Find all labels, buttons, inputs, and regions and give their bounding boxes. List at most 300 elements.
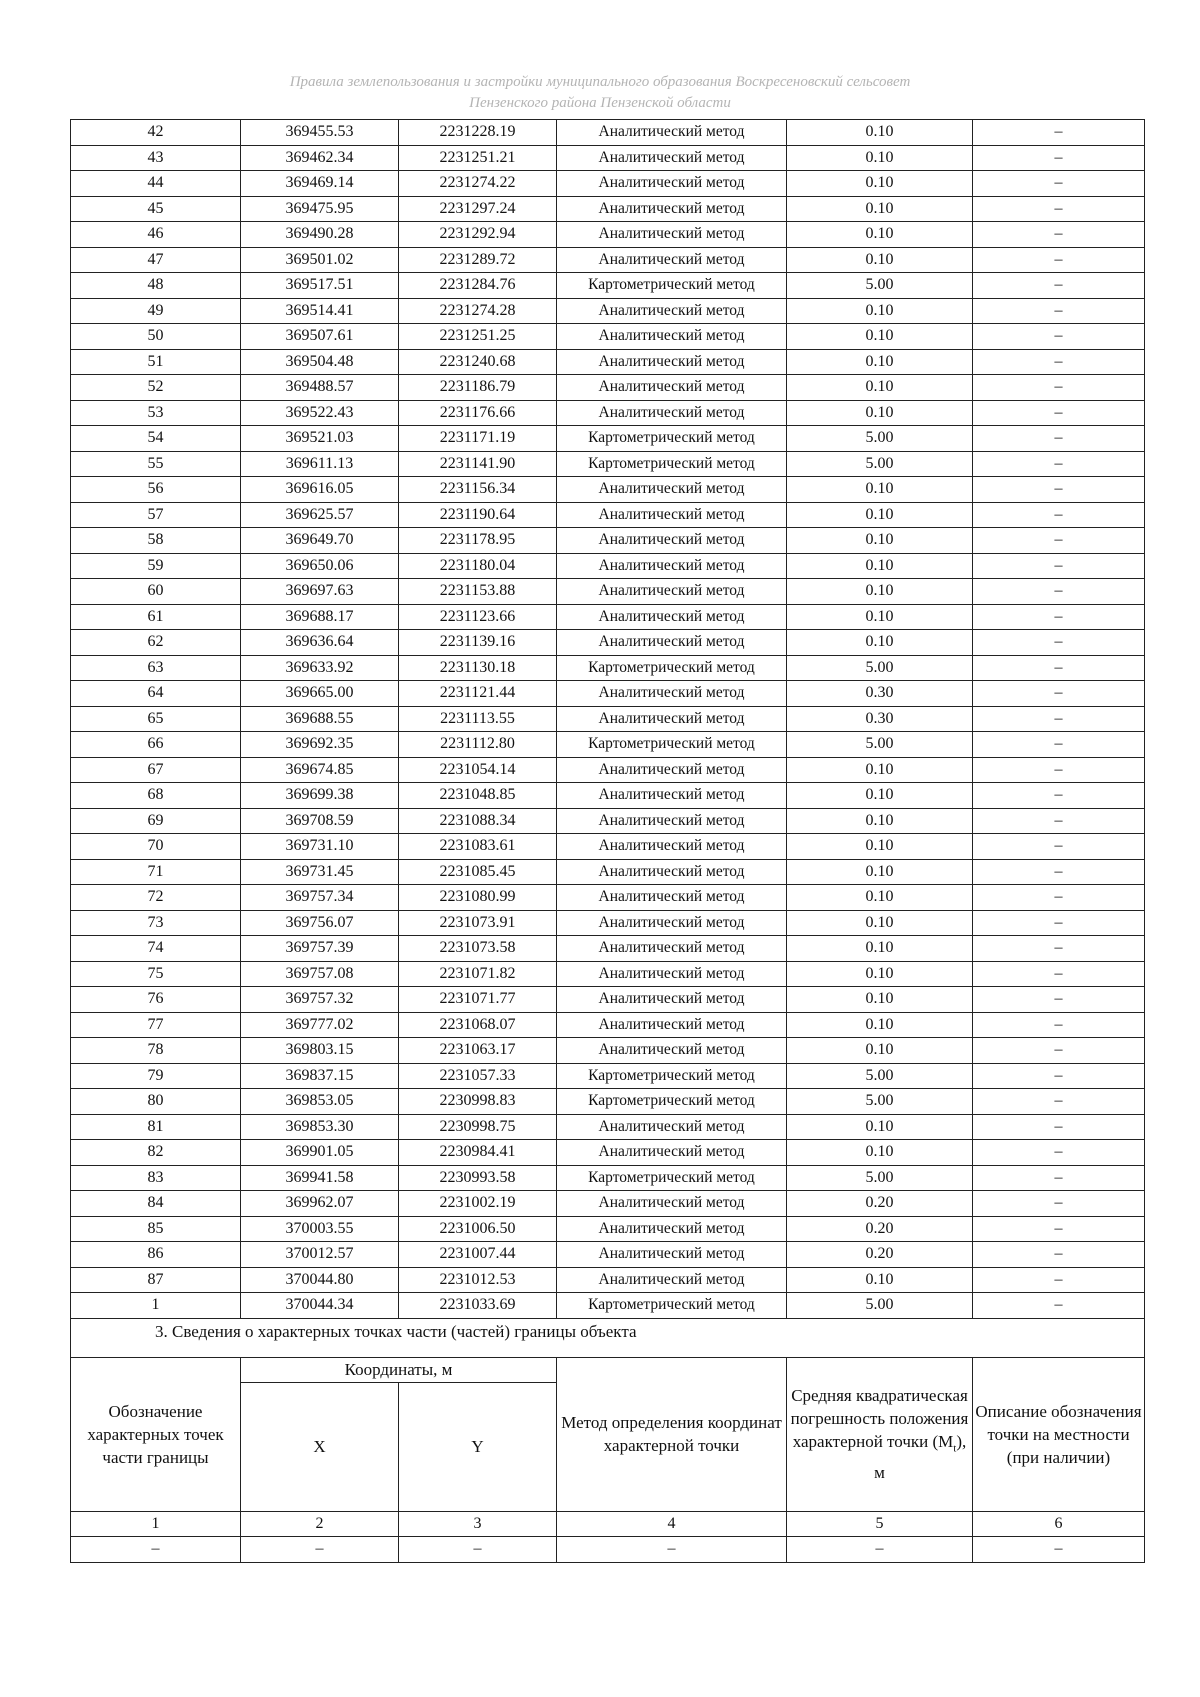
mean-square-error: 0.10	[787, 171, 973, 197]
mean-square-error: 0.10	[787, 936, 973, 962]
empty-cell: –	[399, 1537, 557, 1563]
mean-square-error: 0.10	[787, 834, 973, 860]
method: Картометрический метод	[557, 732, 787, 758]
point-description: –	[973, 732, 1145, 758]
point-number: 53	[71, 400, 241, 426]
column-number: 3	[399, 1511, 557, 1537]
table-row	[71, 859, 1145, 885]
method: Картометрический метод	[557, 451, 787, 477]
point-description: –	[973, 987, 1145, 1013]
mean-square-error: 0.30	[787, 681, 973, 707]
coord-y: 2231054.14	[399, 757, 557, 783]
header-x: X	[241, 1382, 399, 1511]
table-row	[71, 630, 1145, 656]
point-description: –	[973, 604, 1145, 630]
method: Картометрический метод	[557, 1293, 787, 1319]
point-description: –	[973, 1293, 1145, 1319]
mean-square-error: 0.10	[787, 400, 973, 426]
coord-y: 2231180.04	[399, 553, 557, 579]
coord-x: 369636.64	[241, 630, 399, 656]
table-row	[71, 1114, 1145, 1140]
method: Аналитический метод	[557, 910, 787, 936]
coord-y: 2231073.58	[399, 936, 557, 962]
coord-y: 2231289.72	[399, 247, 557, 273]
mean-square-error: 5.00	[787, 1063, 973, 1089]
point-number: 68	[71, 783, 241, 809]
coord-x: 369625.57	[241, 502, 399, 528]
coord-y: 2231033.69	[399, 1293, 557, 1319]
point-description: –	[973, 400, 1145, 426]
point-description: –	[973, 630, 1145, 656]
point-description: –	[973, 961, 1145, 987]
coord-y: 2231123.66	[399, 604, 557, 630]
point-number: 81	[71, 1114, 241, 1140]
mean-square-error: 5.00	[787, 273, 973, 299]
coord-x: 369507.61	[241, 324, 399, 350]
table-row	[71, 1191, 1145, 1217]
coord-x: 369665.00	[241, 681, 399, 707]
point-number: 63	[71, 655, 241, 681]
coord-x: 370012.57	[241, 1242, 399, 1268]
coord-y: 2231186.79	[399, 375, 557, 401]
method: Аналитический метод	[557, 808, 787, 834]
header-line-2: Пензенского района Пензенской области	[469, 95, 731, 111]
empty-cell: –	[71, 1537, 241, 1563]
coordinates-table	[70, 119, 1145, 1563]
table-row	[71, 120, 1145, 146]
method: Аналитический метод	[557, 630, 787, 656]
empty-cell: –	[241, 1537, 399, 1563]
coord-x: 369962.07	[241, 1191, 399, 1217]
point-number: 61	[71, 604, 241, 630]
point-number: 46	[71, 222, 241, 248]
mean-square-error: 0.10	[787, 579, 973, 605]
point-number: 80	[71, 1089, 241, 1115]
point-description: –	[973, 936, 1145, 962]
coord-x: 369901.05	[241, 1140, 399, 1166]
mean-square-error: 0.10	[787, 375, 973, 401]
coord-y: 2231274.28	[399, 298, 557, 324]
point-description: –	[973, 1089, 1145, 1115]
method: Картометрический метод	[557, 1089, 787, 1115]
method: Аналитический метод	[557, 1267, 787, 1293]
coord-y: 2231071.77	[399, 987, 557, 1013]
table-row	[71, 247, 1145, 273]
method: Аналитический метод	[557, 298, 787, 324]
method: Аналитический метод	[557, 859, 787, 885]
table-row	[71, 298, 1145, 324]
mean-square-error: 0.10	[787, 808, 973, 834]
table-row	[71, 1038, 1145, 1064]
column-number: 5	[787, 1511, 973, 1537]
mean-square-error: 0.10	[787, 247, 973, 273]
mean-square-error: 5.00	[787, 1165, 973, 1191]
mean-square-error: 0.10	[787, 349, 973, 375]
mean-square-error: 0.20	[787, 1216, 973, 1242]
coord-x: 369469.14	[241, 171, 399, 197]
coord-x: 369517.51	[241, 273, 399, 299]
coord-x: 369757.08	[241, 961, 399, 987]
mean-square-error: 0.10	[787, 298, 973, 324]
coord-y: 2231002.19	[399, 1191, 557, 1217]
mean-square-error: 0.30	[787, 706, 973, 732]
point-number: 49	[71, 298, 241, 324]
point-description: –	[973, 1165, 1145, 1191]
method: Аналитический метод	[557, 1216, 787, 1242]
point-number: 65	[71, 706, 241, 732]
mean-square-error: 0.10	[787, 1140, 973, 1166]
point-description: –	[973, 1267, 1145, 1293]
mean-square-error: 0.10	[787, 630, 973, 656]
point-description: –	[973, 885, 1145, 911]
table-row	[71, 655, 1145, 681]
point-number: 54	[71, 426, 241, 452]
point-number: 72	[71, 885, 241, 911]
coord-x: 369757.32	[241, 987, 399, 1013]
method: Аналитический метод	[557, 502, 787, 528]
coord-x: 369757.39	[241, 936, 399, 962]
coord-x: 369803.15	[241, 1038, 399, 1064]
method: Аналитический метод	[557, 400, 787, 426]
header-mean-square-error	[787, 1357, 973, 1511]
mean-square-error: 0.10	[787, 145, 973, 171]
mean-square-error: 5.00	[787, 451, 973, 477]
point-number: 83	[71, 1165, 241, 1191]
coord-y: 2231063.17	[399, 1038, 557, 1064]
empty-cell: –	[557, 1537, 787, 1563]
section-3	[71, 1318, 1145, 1562]
point-description: –	[973, 528, 1145, 554]
point-number: 70	[71, 834, 241, 860]
table-row	[71, 171, 1145, 197]
table-row	[71, 885, 1145, 911]
point-number: 43	[71, 145, 241, 171]
coord-x: 369490.28	[241, 222, 399, 248]
coord-x: 369455.53	[241, 120, 399, 146]
coord-x: 369650.06	[241, 553, 399, 579]
empty-cell: –	[973, 1537, 1145, 1563]
point-number: 42	[71, 120, 241, 146]
mean-square-error: 0.10	[787, 757, 973, 783]
mean-square-error: 0.10	[787, 222, 973, 248]
table-row	[71, 451, 1145, 477]
coord-y: 2231113.55	[399, 706, 557, 732]
table-row	[71, 936, 1145, 962]
point-description: –	[973, 477, 1145, 503]
column-number: 6	[973, 1511, 1145, 1537]
point-number: 47	[71, 247, 241, 273]
mean-square-error: 0.10	[787, 477, 973, 503]
coord-y: 2231292.94	[399, 222, 557, 248]
coord-x: 369697.63	[241, 579, 399, 605]
coord-x: 369853.05	[241, 1089, 399, 1115]
point-description: –	[973, 783, 1145, 809]
coord-y: 2230993.58	[399, 1165, 557, 1191]
method: Аналитический метод	[557, 477, 787, 503]
point-number: 78	[71, 1038, 241, 1064]
coord-x: 370044.34	[241, 1293, 399, 1319]
mean-square-error: 0.10	[787, 1267, 973, 1293]
point-description: –	[973, 247, 1145, 273]
mean-square-error: 0.10	[787, 783, 973, 809]
mean-square-error: 0.20	[787, 1242, 973, 1268]
point-description: –	[973, 375, 1145, 401]
table-row	[71, 1293, 1145, 1319]
table-row	[71, 783, 1145, 809]
coord-y: 2231141.90	[399, 451, 557, 477]
coord-y: 2231178.95	[399, 528, 557, 554]
table-row	[71, 477, 1145, 503]
method: Аналитический метод	[557, 349, 787, 375]
coord-y: 2231080.99	[399, 885, 557, 911]
table-row	[71, 273, 1145, 299]
coord-x: 369756.07	[241, 910, 399, 936]
point-description: –	[973, 171, 1145, 197]
point-description: –	[973, 910, 1145, 936]
coord-y: 2231251.21	[399, 145, 557, 171]
table-row	[71, 1140, 1145, 1166]
coord-x: 369611.13	[241, 451, 399, 477]
coord-y: 2231228.19	[399, 120, 557, 146]
document-header	[0, 72, 1200, 114]
coord-y: 2231007.44	[399, 1242, 557, 1268]
coord-y: 2231088.34	[399, 808, 557, 834]
point-description: –	[973, 1140, 1145, 1166]
table-row	[71, 1089, 1145, 1115]
method: Аналитический метод	[557, 196, 787, 222]
table-row	[71, 375, 1145, 401]
point-number: 45	[71, 196, 241, 222]
method: Аналитический метод	[557, 1038, 787, 1064]
mean-square-error: 0.10	[787, 1038, 973, 1064]
coord-y: 2231057.33	[399, 1063, 557, 1089]
point-number: 87	[71, 1267, 241, 1293]
method: Аналитический метод	[557, 706, 787, 732]
coord-x: 369501.02	[241, 247, 399, 273]
mean-square-error: 0.10	[787, 553, 973, 579]
mean-square-error: 0.10	[787, 1012, 973, 1038]
point-number: 62	[71, 630, 241, 656]
point-description: –	[973, 324, 1145, 350]
method: Аналитический метод	[557, 1114, 787, 1140]
table-row	[71, 553, 1145, 579]
coord-y: 2231190.64	[399, 502, 557, 528]
coord-x: 370044.80	[241, 1267, 399, 1293]
point-description: –	[973, 1191, 1145, 1217]
point-description: –	[973, 553, 1145, 579]
point-description: –	[973, 834, 1145, 860]
table-row	[71, 757, 1145, 783]
point-description: –	[973, 349, 1145, 375]
point-number: 66	[71, 732, 241, 758]
table-row	[71, 324, 1145, 350]
point-number: 51	[71, 349, 241, 375]
table-row	[71, 706, 1145, 732]
coord-y: 2231130.18	[399, 655, 557, 681]
point-number: 64	[71, 681, 241, 707]
coord-y: 2231112.80	[399, 732, 557, 758]
point-number: 85	[71, 1216, 241, 1242]
coord-y: 2231121.44	[399, 681, 557, 707]
coord-y: 2231139.16	[399, 630, 557, 656]
table-row	[71, 604, 1145, 630]
header-method: Метод определения координат характерной точки	[557, 1357, 787, 1511]
column-number: 4	[557, 1511, 787, 1537]
point-number: 50	[71, 324, 241, 350]
coord-x: 369462.34	[241, 145, 399, 171]
coord-x: 369633.92	[241, 655, 399, 681]
coord-y: 2230984.41	[399, 1140, 557, 1166]
method: Картометрический метод	[557, 426, 787, 452]
point-description: –	[973, 681, 1145, 707]
coord-y: 2230998.83	[399, 1089, 557, 1115]
table-row	[71, 1165, 1145, 1191]
point-description: –	[973, 706, 1145, 732]
coord-x: 369941.58	[241, 1165, 399, 1191]
coord-y: 2231071.82	[399, 961, 557, 987]
coord-x: 369688.17	[241, 604, 399, 630]
coord-y: 2231048.85	[399, 783, 557, 809]
coord-y: 2231251.25	[399, 324, 557, 350]
table-row	[71, 1012, 1145, 1038]
table-row	[71, 349, 1145, 375]
point-description: –	[973, 145, 1145, 171]
mean-square-error: 0.10	[787, 196, 973, 222]
column-number: 1	[71, 1511, 241, 1537]
point-number: 84	[71, 1191, 241, 1217]
point-description: –	[973, 1114, 1145, 1140]
point-description: –	[973, 298, 1145, 324]
point-number: 56	[71, 477, 241, 503]
table-row	[71, 834, 1145, 860]
method: Картометрический метод	[557, 655, 787, 681]
method: Аналитический метод	[557, 1140, 787, 1166]
table-row	[71, 1242, 1145, 1268]
header-error-text: Средняя квадратическая погрешность положения характерной точки $(M_t)$, м	[790, 1386, 969, 1482]
table-row	[71, 1216, 1145, 1242]
method: Аналитический метод	[557, 120, 787, 146]
point-number: 60	[71, 579, 241, 605]
point-number: 77	[71, 1012, 241, 1038]
coord-x: 369521.03	[241, 426, 399, 452]
coord-x: 369692.35	[241, 732, 399, 758]
point-number: 58	[71, 528, 241, 554]
method: Аналитический метод	[557, 961, 787, 987]
coord-y: 2231240.68	[399, 349, 557, 375]
method: Аналитический метод	[557, 936, 787, 962]
point-description: –	[973, 655, 1145, 681]
mean-square-error: 0.10	[787, 528, 973, 554]
coord-y: 2231153.88	[399, 579, 557, 605]
point-description: –	[973, 1242, 1145, 1268]
method: Аналитический метод	[557, 145, 787, 171]
point-description: –	[973, 1038, 1145, 1064]
coord-x: 369777.02	[241, 1012, 399, 1038]
point-description: –	[973, 451, 1145, 477]
coord-y: 2231176.66	[399, 400, 557, 426]
table-row	[71, 222, 1145, 248]
table-row	[71, 426, 1145, 452]
coord-x: 369708.59	[241, 808, 399, 834]
table-row	[71, 502, 1145, 528]
mean-square-error: 5.00	[787, 1293, 973, 1319]
coord-y: 2231297.24	[399, 196, 557, 222]
point-description: –	[973, 1216, 1145, 1242]
point-description: –	[973, 1012, 1145, 1038]
coordinates-table-body	[71, 120, 1145, 1319]
point-number: 82	[71, 1140, 241, 1166]
point-number: 52	[71, 375, 241, 401]
coord-y: 2231006.50	[399, 1216, 557, 1242]
method: Аналитический метод	[557, 681, 787, 707]
point-description: –	[973, 502, 1145, 528]
coord-x: 369649.70	[241, 528, 399, 554]
mean-square-error: 0.10	[787, 961, 973, 987]
coord-x: 369731.10	[241, 834, 399, 860]
mean-square-error: 5.00	[787, 732, 973, 758]
empty-data-row	[71, 1537, 1145, 1563]
point-number: 57	[71, 502, 241, 528]
header-description: Описание обозначения точки на местности (при наличии)	[973, 1357, 1145, 1511]
table-row	[71, 400, 1145, 426]
point-number: 79	[71, 1063, 241, 1089]
mean-square-error: 0.10	[787, 885, 973, 911]
header-y: Y	[399, 1382, 557, 1511]
point-description: –	[973, 757, 1145, 783]
point-number: 55	[71, 451, 241, 477]
method: Аналитический метод	[557, 553, 787, 579]
coord-x: 369757.34	[241, 885, 399, 911]
table-row	[71, 987, 1145, 1013]
point-number: 67	[71, 757, 241, 783]
column-number: 2	[241, 1511, 399, 1537]
coord-y: 2231083.61	[399, 834, 557, 860]
coord-x: 369731.45	[241, 859, 399, 885]
method: Аналитический метод	[557, 247, 787, 273]
coord-x: 369616.05	[241, 477, 399, 503]
table-row	[71, 196, 1145, 222]
method: Картометрический метод	[557, 273, 787, 299]
method: Аналитический метод	[557, 783, 787, 809]
empty-cell: –	[787, 1537, 973, 1563]
coord-x: 369488.57	[241, 375, 399, 401]
coord-x: 369514.41	[241, 298, 399, 324]
method: Аналитический метод	[557, 604, 787, 630]
table-row	[71, 579, 1145, 605]
coord-y: 2231171.19	[399, 426, 557, 452]
coord-x: 369674.85	[241, 757, 399, 783]
coord-x: 369688.55	[241, 706, 399, 732]
point-description: –	[973, 222, 1145, 248]
point-description: –	[973, 808, 1145, 834]
method: Аналитический метод	[557, 324, 787, 350]
point-number: 48	[71, 273, 241, 299]
section-3-title: 3. Сведения о характерных точках части (частей) границы объекта	[71, 1318, 1145, 1357]
table-row	[71, 808, 1145, 834]
method: Аналитический метод	[557, 222, 787, 248]
point-description: –	[973, 196, 1145, 222]
coord-y: 2231085.45	[399, 859, 557, 885]
point-description: –	[973, 120, 1145, 146]
table-row	[71, 145, 1145, 171]
point-description: –	[973, 273, 1145, 299]
point-description: –	[973, 859, 1145, 885]
mean-square-error: 5.00	[787, 1089, 973, 1115]
mean-square-error: 0.20	[787, 1191, 973, 1217]
point-number: 1	[71, 1293, 241, 1319]
mean-square-error: 0.10	[787, 502, 973, 528]
point-description: –	[973, 1063, 1145, 1089]
